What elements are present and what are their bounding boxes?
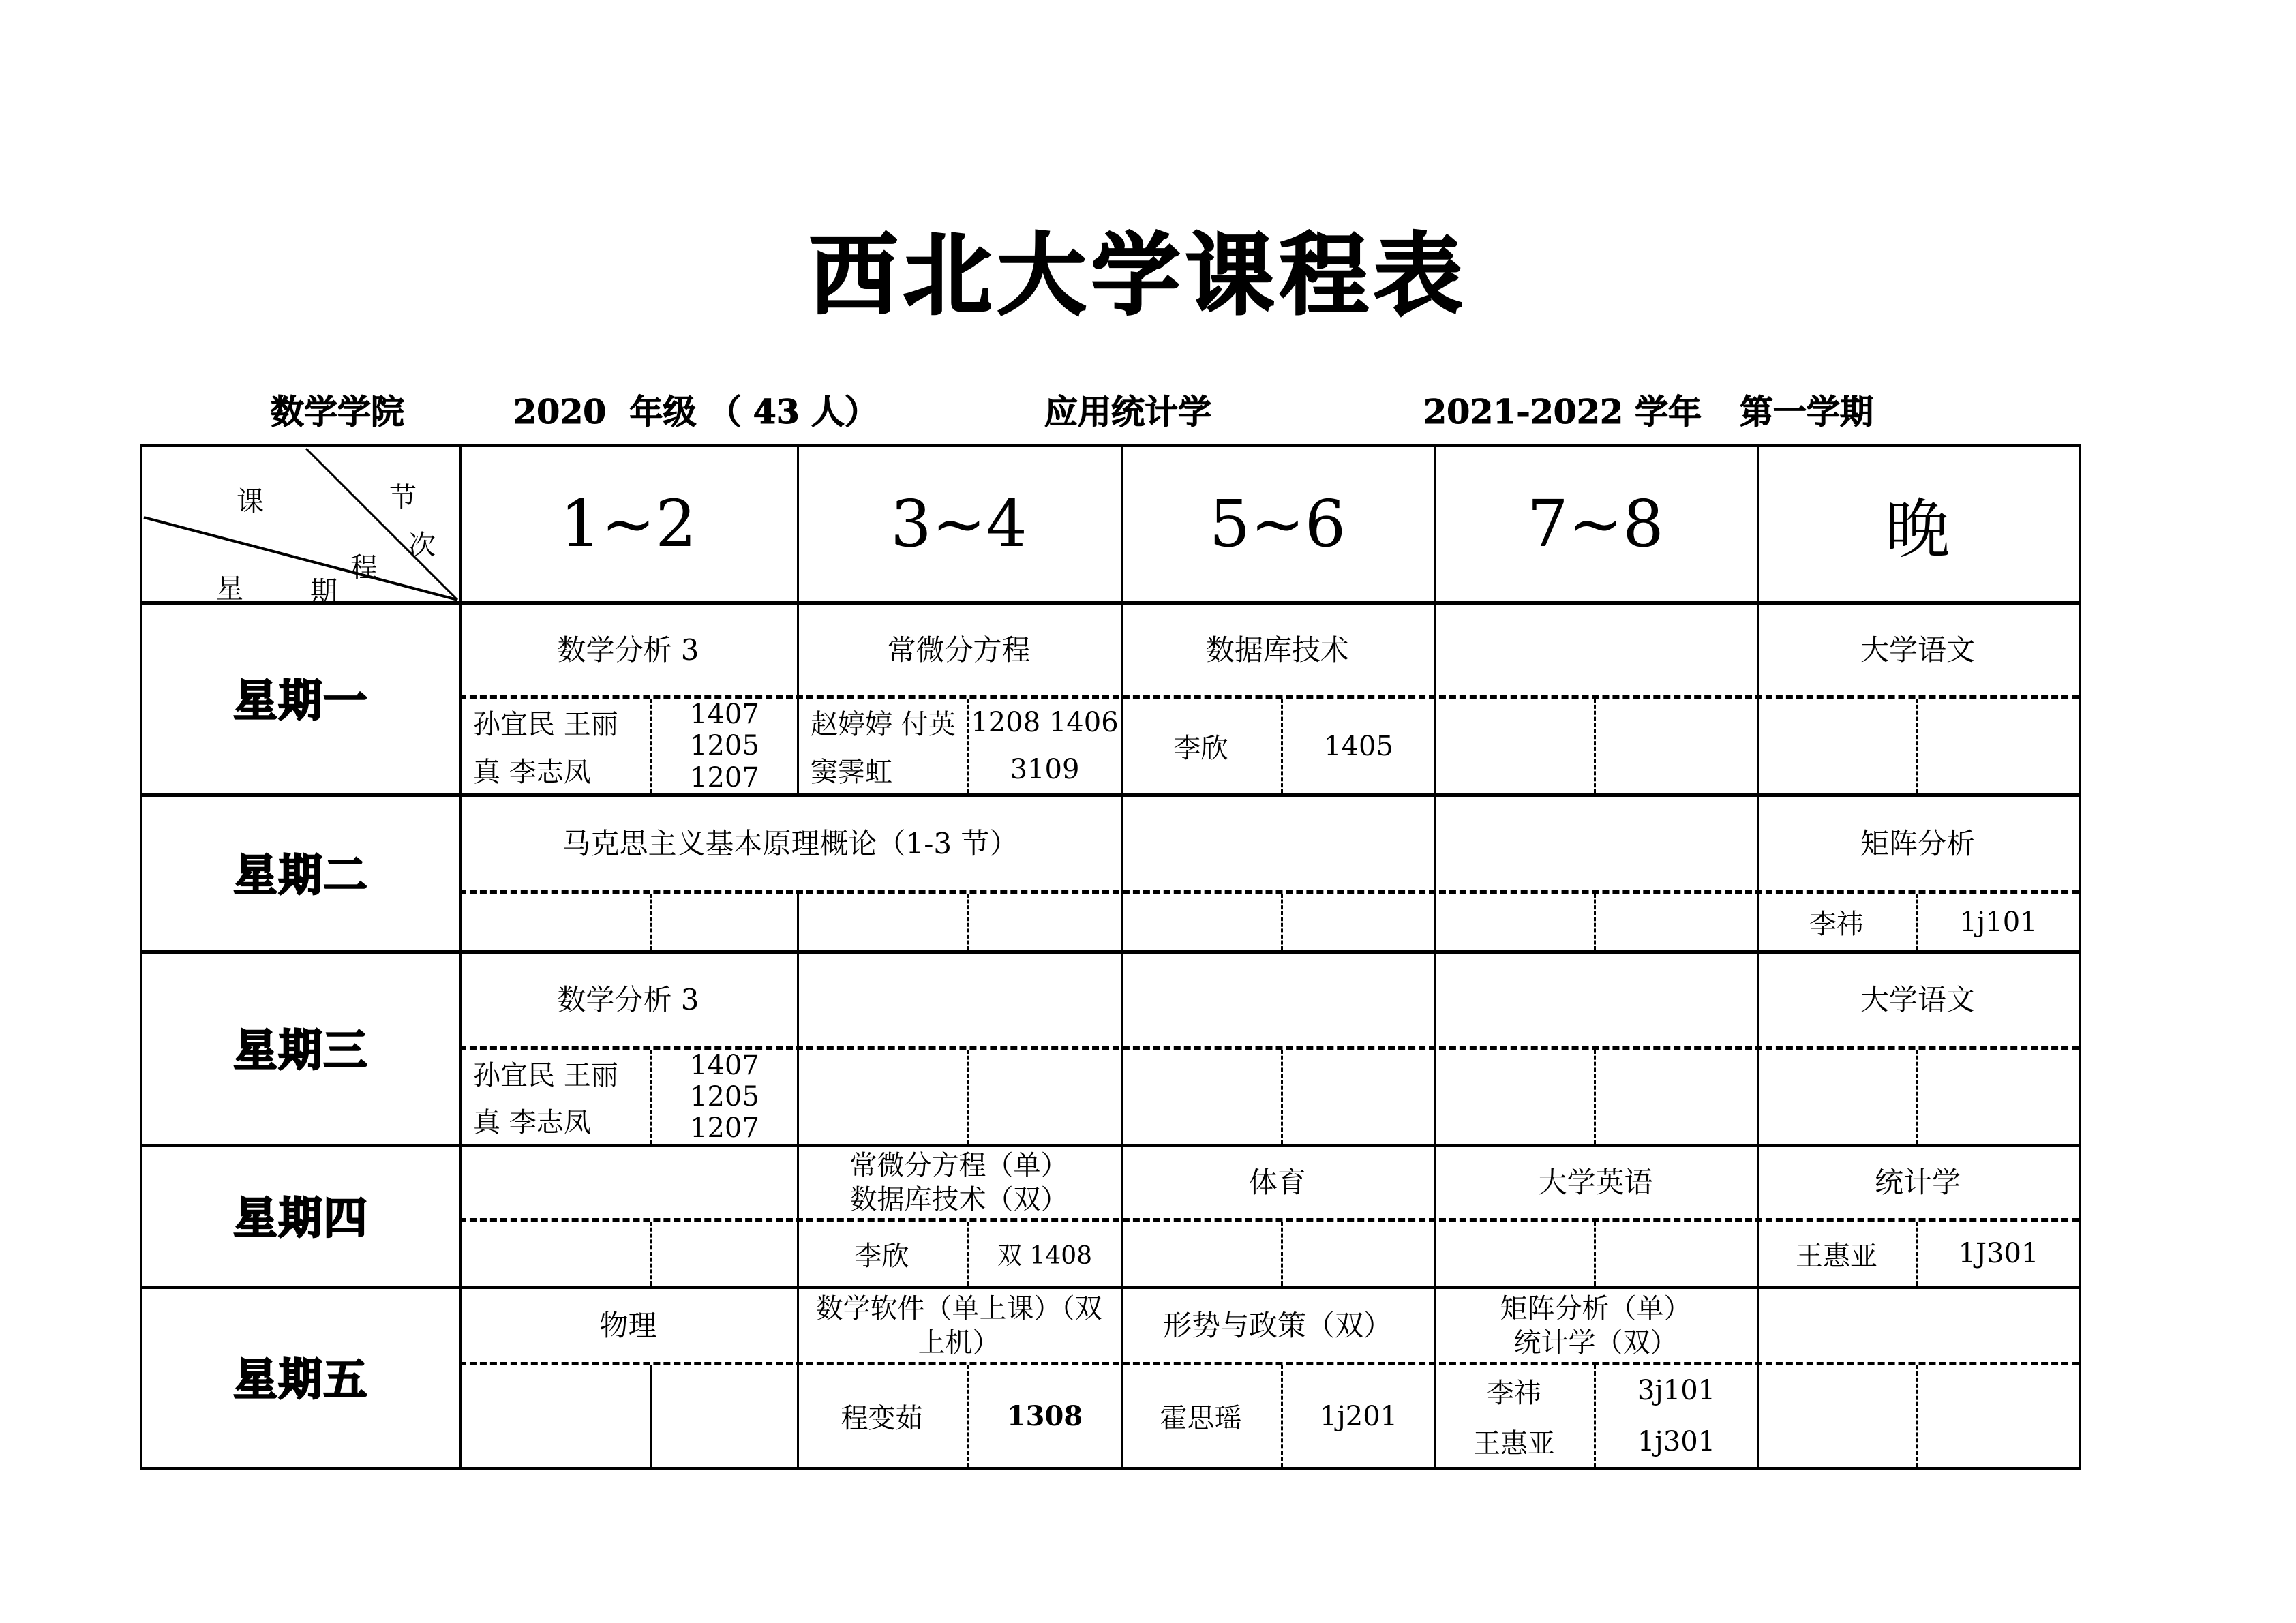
room-number: 1407 1205 <box>690 1050 759 1112</box>
teachers-fri-7-8 <box>1434 1365 1594 1467</box>
course-fri-7-8 <box>1434 1289 1757 1362</box>
teacher-name: 李欣 <box>854 1240 909 1272</box>
teachers-fri-5-6 <box>1121 1365 1281 1467</box>
header-period-5-6: 5~6 <box>1209 487 1346 562</box>
teacher-name: 霍思瑶 <box>1160 1403 1242 1434</box>
day-label-monday: 星期一 <box>233 676 369 727</box>
page-title: 西北大学课程表 <box>809 223 1468 327</box>
dashed-divider <box>1916 1050 1918 1144</box>
room-number: 1J301 <box>1958 1238 2039 1269</box>
rooms-mon-3-4 <box>969 699 1121 793</box>
course-line: 统计学（双） <box>1513 1326 1678 1359</box>
header-period-1-2: 1~2 <box>560 487 697 562</box>
teachers-mon-1-2 <box>459 699 650 793</box>
teacher-name: 赵婷婷 付英 <box>811 709 956 741</box>
corner-label: 课 <box>237 486 264 517</box>
header-period-7-8: 7~8 <box>1527 487 1664 562</box>
corner-label: 期 <box>310 576 337 607</box>
dashed-divider <box>1594 699 1596 793</box>
teacher-name: 王惠亚 <box>1473 1428 1555 1460</box>
subtitle-major: 应用统计学 <box>1044 392 1212 431</box>
day-label-wednesday: 星期三 <box>233 1026 369 1076</box>
corner-label: 星 <box>216 573 243 605</box>
room-number: 双 1408 <box>997 1241 1093 1270</box>
dashed-divider <box>967 1365 969 1467</box>
teacher-name: 程变茹 <box>841 1403 923 1434</box>
dashed-divider <box>1916 699 1918 793</box>
course-thu-3-4 <box>797 1147 1121 1218</box>
course-fri-3-4 <box>797 1289 1121 1362</box>
dashed-divider <box>1281 699 1283 793</box>
corner-label: 次 <box>408 530 436 561</box>
dashed-divider <box>967 894 969 950</box>
subtitle-college: 数学学院 <box>271 392 405 431</box>
teacher-name: 王惠亚 <box>1796 1240 1877 1272</box>
rooms-mon-1-2 <box>652 699 797 793</box>
course-fri-1-2: 物理 <box>599 1308 657 1342</box>
course-wed-evening: 大学语文 <box>1860 983 1975 1016</box>
rooms-thu-evening <box>1918 1222 2079 1286</box>
dashed-divider <box>1281 1222 1283 1286</box>
course-line: 数据库技术（双） <box>849 1184 1068 1215</box>
subtitle-term: 第一学期 <box>1740 392 1874 431</box>
course-thu-5-6: 体育 <box>1248 1166 1306 1199</box>
teachers-tue-evening <box>1757 894 1916 950</box>
rooms-tue-evening <box>1918 894 2079 950</box>
teachers-thu-3-4 <box>797 1222 967 1286</box>
room-number: 1407 1205 <box>690 699 759 762</box>
room-number: 1j301 <box>1637 1425 1716 1457</box>
room-number: 1j101 <box>1959 906 2038 938</box>
course-mon-evening: 大学语文 <box>1860 633 1975 667</box>
day-label-tuesday: 星期二 <box>233 851 369 901</box>
rooms-mon-5-6 <box>1283 699 1434 793</box>
dashed-divider <box>1594 894 1596 950</box>
rooms-fri-3-4 <box>969 1365 1121 1467</box>
course-thu-evening: 统计学 <box>1874 1166 1961 1199</box>
dashed-divider <box>650 1050 652 1144</box>
room-number: 1j201 <box>1319 1400 1398 1432</box>
room-number: 1207 <box>690 1112 759 1144</box>
dashed-divider <box>967 1050 969 1144</box>
corner-label: 节 <box>389 482 417 513</box>
room-number: 1208 1406 <box>971 706 1119 738</box>
course-line: 常微分方程（单） <box>849 1150 1068 1181</box>
dashed-divider <box>1281 1365 1283 1467</box>
teacher-name: 真 李志凤 <box>473 756 591 788</box>
teacher-name: 孙宜民 王丽 <box>473 1060 618 1091</box>
course-mon-1-2: 数学分析 3 <box>557 633 699 667</box>
course-thu-7-8: 大学英语 <box>1538 1166 1653 1199</box>
dashed-divider <box>1594 1222 1596 1286</box>
corner-label: 程 <box>350 552 378 583</box>
teacher-name: 真 李志凤 <box>473 1107 591 1138</box>
rooms-fri-7-8 <box>1596 1365 1757 1467</box>
teacher-name: 李祎 <box>1809 909 1864 940</box>
course-line: 数学软件（单上课）（双 <box>815 1292 1102 1324</box>
dashed-divider <box>1281 1050 1283 1144</box>
teacher-name: 李欣 <box>1173 733 1228 764</box>
room-number: 1308 <box>1006 1400 1083 1432</box>
dashed-divider <box>1594 1050 1596 1144</box>
day-label-friday: 星期五 <box>233 1355 369 1406</box>
room-number: 3109 <box>1010 754 1080 786</box>
dashed-divider <box>1916 1222 1918 1286</box>
dashed-divider <box>650 894 652 950</box>
dashed-divider <box>1594 1365 1596 1467</box>
rooms-fri-5-6 <box>1283 1365 1434 1467</box>
subtitle-grade: 2020 年级 （ 43 人） <box>513 392 878 431</box>
room-number: 3j101 <box>1637 1375 1716 1407</box>
teacher-name: 李祎 <box>1487 1377 1541 1409</box>
teachers-mon-5-6 <box>1121 699 1281 793</box>
teachers-thu-evening <box>1757 1222 1916 1286</box>
course-fri-5-6: 形势与政策（双） <box>1162 1308 1392 1342</box>
rooms-wed-1-2 <box>652 1050 797 1144</box>
header-period-evening: 晚 <box>1885 492 1950 567</box>
dashed-divider <box>1281 894 1283 950</box>
teachers-mon-3-4 <box>797 699 967 793</box>
course-wed-1-2: 数学分析 3 <box>557 983 699 1016</box>
dashed-divider <box>967 699 969 793</box>
dashed-divider <box>967 1222 969 1286</box>
teachers-fri-3-4 <box>797 1365 967 1467</box>
rooms-thu-3-4 <box>969 1222 1121 1286</box>
solid-divider <box>650 1365 652 1467</box>
dashed-divider <box>1916 1365 1918 1467</box>
teacher-name: 孙宜民 王丽 <box>473 709 618 741</box>
course-mon-3-4: 常微分方程 <box>887 633 1031 667</box>
dashed-divider <box>650 1222 652 1286</box>
course-tue-evening: 矩阵分析 <box>1860 826 1975 860</box>
dashed-divider <box>650 699 652 793</box>
timetable <box>140 444 2081 1470</box>
subtitle-year: 2021-2022 学年 <box>1423 392 1702 431</box>
course-line: 矩阵分析（单） <box>1500 1292 1691 1324</box>
day-label-thursday: 星期四 <box>233 1194 369 1244</box>
course-line: 上机） <box>918 1326 1000 1359</box>
course-tue-merged: 马克思主义基本原理概论（1-3 节） <box>562 826 1018 860</box>
teacher-name: 窦霁虹 <box>811 756 892 788</box>
course-mon-5-6: 数据库技术 <box>1205 633 1349 667</box>
room-number: 1207 <box>690 761 759 793</box>
teachers-wed-1-2 <box>459 1050 650 1144</box>
header-period-3-4: 3~4 <box>890 487 1027 562</box>
room-number: 1405 <box>1324 730 1393 762</box>
dashed-divider <box>1916 894 1918 950</box>
